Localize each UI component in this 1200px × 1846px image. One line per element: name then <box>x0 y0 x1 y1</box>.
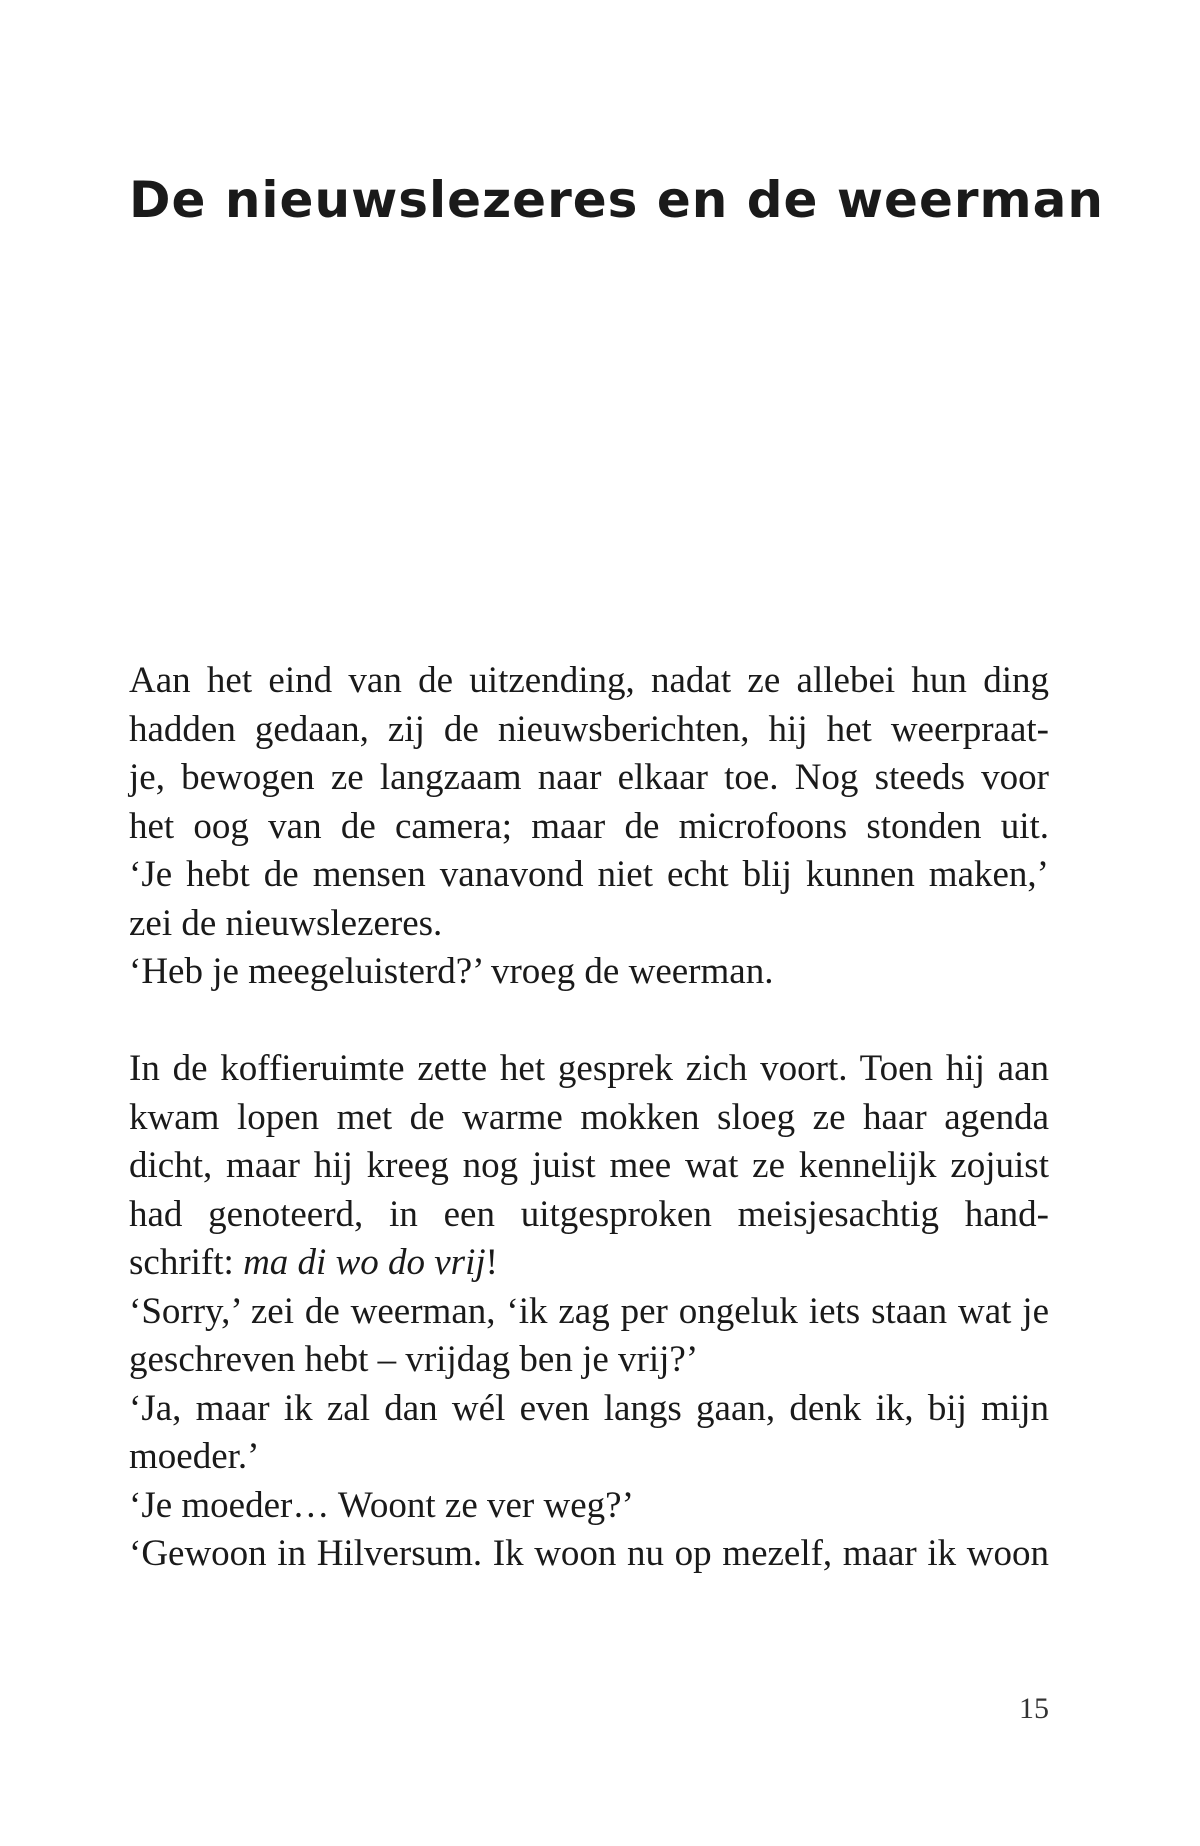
text-line: had genoteerd, in een uitgesproken meisjesachtig hand- <box>129 1193 1049 1235</box>
text-line: ‘Heb je meegeluisterd?’ vroeg de weerman. <box>129 951 774 992</box>
text-line: In de koffieruimte zette het gesprek zich voort. Toen hij aan <box>129 1048 1049 1089</box>
text-line: kwam lopen met de warme mokken sloeg ze haar agenda <box>129 1096 1049 1138</box>
text-segment: schrift: <box>129 1242 244 1283</box>
text-line: ‘Sorry,’ zei de weerman, ‘ik zag per ongeluk iets staan wat je <box>129 1290 1049 1332</box>
text-segment: ! <box>485 1242 498 1283</box>
body-text <box>129 657 1049 1579</box>
paragraph-gap <box>129 997 1049 1046</box>
text-line: ‘Je hebt de mensen vanavond niet echt blij kunnen maken,’ <box>129 854 1049 895</box>
text-line: moeder.’ <box>129 1436 260 1477</box>
text-line: geschreven hebt – vrijdag ben je vrij?’ <box>129 1339 699 1380</box>
paragraph <box>129 1045 1049 1579</box>
chapter-title: De nieuwslezeres en de weerman <box>129 171 1104 229</box>
text-line: Aan het eind van de uitzending, nadat ze allebei hun ding <box>129 660 1049 701</box>
text-line: ‘Ja, maar ik zal dan wél even langs gaan, denk ik, bij mijn <box>129 1387 1049 1429</box>
text-line: hadden gedaan, zij de nieuwsberichten, hij het weerpraat- <box>129 708 1049 750</box>
paragraph <box>129 657 1049 997</box>
text-line: dicht, maar hij kreeg nog juist mee wat ze kennelijk zojuist <box>129 1145 1049 1186</box>
text-line: het oog van de camera; maar de microfoons stonden uit. <box>129 805 1049 847</box>
text-line: ‘Je moeder… Woont ze ver weg?’ <box>129 1484 634 1526</box>
text-line: je, bewogen ze langzaam naar elkaar toe. Nog steeds voor <box>129 757 1049 798</box>
text-line-with-italic <box>129 1239 1049 1288</box>
italic-note: ma di wo do vrij <box>243 1242 486 1283</box>
page-number: 15 <box>1019 1692 1049 1725</box>
text-line: ‘Gewoon in Hilversum. Ik woon nu op mezelf, maar ik woon <box>129 1533 1049 1574</box>
text-line: zei de nieuwslezeres. <box>129 902 443 944</box>
